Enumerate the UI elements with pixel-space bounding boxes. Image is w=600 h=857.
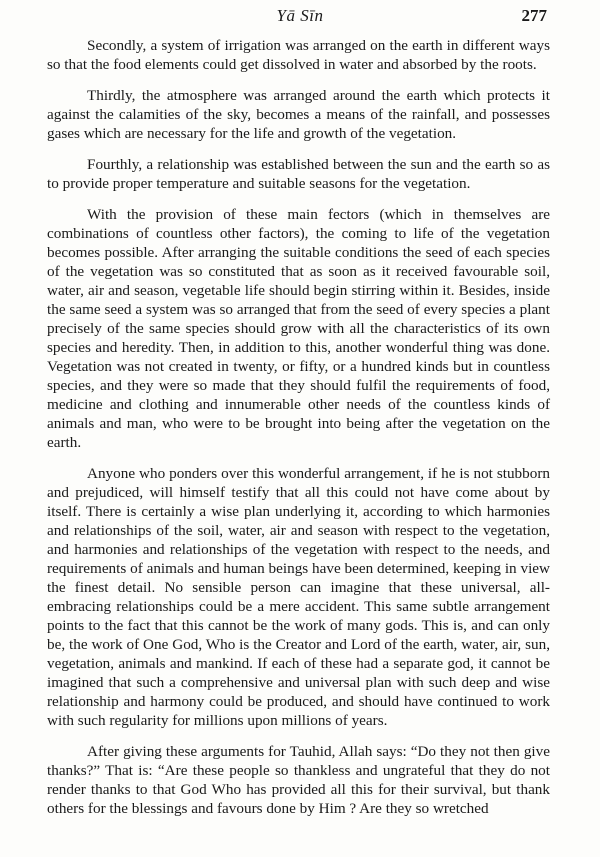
paragraph-wise-plan: Anyone who ponders over this wonderful arrangement, if he is not stubborn and prejudiced, will himself testify that all this could not have come about by itself. There is certainly a wise plan underlying it, according to which harmonies and relationships of the soil, water, air and season with respect to the vegetation, and harmonies and relationships of the vegetation with respect to the needs, and requirements of animals and human beings have been determined, keeping in view the finest detail. No sensible person can imagine that these universal, all-embracing relationships could be a mere accident. This same subtle arrangement points to the fact that this cannot be the work of many gods. This is, and can only be, the work of One God, Who is the Creator and Lord of the earth, water, air, sun, vegetation, animals and mankind. If each of these had a separate god, it cannot be imagined that such a comprehensive and universal plan with such deep and wise relationship and harmony could be produced, and should have continued to work with such regularity for millions upon millions of years.	[47, 465, 550, 729]
body-text	[47, 36, 550, 830]
paragraph-fourthly: Fourthly, a relationship was established between the sun and the earth so as to provide proper temperature and suitable seasons for the vegetation.	[47, 156, 550, 192]
page-header	[0, 6, 600, 28]
paragraph-main-factors: With the provision of these main fectors (which in themselves are combinations of countless other factors), the coming to life of the vegetation becomes possible. After arranging the suitable conditions the seed of each species of the vegetation was so constituted that as soon as it received favourable soil, water, air and season, vegetable life should begin stirring within it. Besides, inside the same seed a system was so arranged that from the seed of every species a plant precisely of the same species should grow with all the characteristics of its own species and heredity. Then, in addition to this, another wonderful thing was done. Vegetation was not created in twenty, or fifty, or a hundred kinds but in countless species, and they were so made that they should fulfil the requirements of food, medicine and clothing and innumerable other needs of the countless kinds of animals and man, who were to be brought into being after the vegetation on the earth.	[47, 206, 550, 451]
page-number: 277	[521, 6, 547, 25]
paragraph-thanks: After giving these arguments for Tauhid, Allah says: “Do they not then give thanks?” That is: “Are these people so thankless and ungrateful that they do not render thanks to that God Who has provided all this for their survival, but thank others for the blessings and favours done by Him ? Are they so wretched	[47, 743, 550, 817]
paragraph-thirdly: Thirdly, the atmosphere was arranged around the earth which protects it against the calamities of the sky, becomes a means of the rainfall, and possesses gases which are necessary for the life and growth of the vegetation.	[47, 87, 550, 142]
running-title: Yā Sīn	[276, 6, 324, 25]
paragraph-secondly: Secondly, a system of irrigation was arranged on the earth in different ways so that the food elements could get dissolved in water and absorbed by the roots.	[47, 37, 550, 73]
